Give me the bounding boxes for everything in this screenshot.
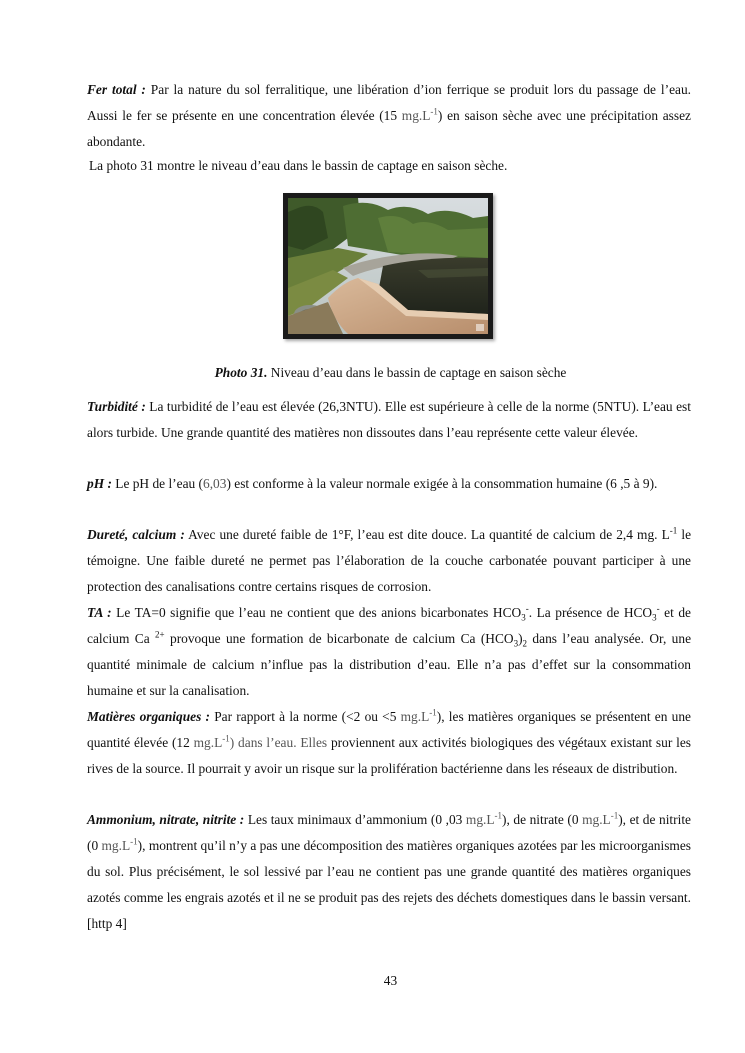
reference-http-4: [http 4] <box>87 916 127 931</box>
ta-text-4: provoque une formation de bicarbonate de calcium Ca (HCO <box>164 631 514 646</box>
matieres-exp-2: -1 <box>222 733 230 744</box>
paragraph-ph <box>87 471 691 497</box>
paragraph-fer-total <box>87 77 691 155</box>
paragraph-photo-intro: La photo 31 montre le niveau d’eau dans le bassin de captage en saison sèche. <box>89 158 508 173</box>
photo-caption <box>0 362 745 384</box>
ph-text-2: ) est conforme à la valeur normale exigée à la consommation humaine (6 ,5 à 9). <box>226 476 658 491</box>
ta-sup-3: 2+ <box>155 629 165 640</box>
ta-sub-2: 3 <box>652 612 657 623</box>
paragraph-turbidite <box>87 394 691 446</box>
ta-text-6: dans l’eau analysée. Or, une quantité minimale de calcium n’influe pas la distribution d’eau. Elle n’a pas d’effet sur la consommation humaine et sur la canalisation. <box>87 631 692 698</box>
durete-exp: -1 <box>669 525 678 536</box>
matieres-text-2: ), les matières organiques se présentent en une quantité élevée (12 <box>87 709 691 750</box>
fer-total-unit: mg.L <box>401 108 431 123</box>
ta-text-1: Le TA=0 signifie que l’eau ne contient que des anions bicarbonates HCO <box>111 605 522 620</box>
ammonium-exp-3: -1 <box>130 836 138 847</box>
photo-basin-icon <box>288 198 488 334</box>
ta-text-2: . La présence de HCO <box>528 605 653 620</box>
matieres-text-3: ) dans l’eau. Elles <box>229 735 328 750</box>
paragraph-ta <box>87 600 691 704</box>
durete-text-2: le témoigne. Une faible dureté ne permet pas l’élaboration de la couche carbonatée pouvant participer à une protection des canalisations contre certains risques de corrosion. <box>87 527 692 594</box>
durete-text-1: Avec une dureté faible de 1°F, l’eau est dite douce. La quantité de calcium de 2,4 mg. L <box>184 527 670 542</box>
matieres-exp-1: -1 <box>429 707 437 718</box>
matieres-text-1: Par rapport à la norme (<2 ou <5 <box>210 709 401 724</box>
ammonium-text-2: ), de nitrate (0 <box>502 812 583 827</box>
paragraph-durete <box>87 522 691 600</box>
ammonium-exp-1: -1 <box>494 810 503 821</box>
fer-total-text-1: Par la nature du sol ferralitique, une libération d’ion ferrique se produit lors du passage de l’eau. Aussi le fer se présente en une concentration élevée (15 <box>87 82 692 123</box>
ta-sub-4: 2 <box>522 638 528 649</box>
caption-text: Niveau d’eau dans le bassin de captage en saison sèche <box>267 365 567 380</box>
paragraph-matieres-organiques <box>87 704 691 782</box>
ta-sub-3: 3 <box>513 638 519 649</box>
term-ph: pH : <box>87 476 112 491</box>
fer-total-text-2: ) en saison sèche avec une précipitation assez abondante. <box>87 108 691 149</box>
term-fer-total: Fer total : <box>87 82 146 97</box>
ph-value: 6,03 <box>203 476 227 491</box>
term-durete: Dureté, calcium : <box>87 527 185 542</box>
ta-sub-1: 3 <box>521 612 526 623</box>
ta-text-5: ) <box>518 631 523 646</box>
ta-sup-2: - <box>656 603 660 614</box>
ammonium-text-4: ), montrent qu’il n’y a pas une décomposition des matières organiques azotées par les microorganismes du sol. Plus précisément, le sol lessivé par l’eau ne contient pas une grande quantité des matières organiques azotés comme les engrais azotés et il ne se produit pas des rejets des déchets domestiques dans le bassin versant. <box>87 838 691 905</box>
term-ammonium: Ammonium, nitrate, nitrite : <box>87 812 245 827</box>
term-turbidite: Turbidité : <box>87 399 146 414</box>
ammonium-unit-3: mg.L <box>101 838 131 853</box>
term-matieres-organiques: Matières organiques : <box>87 709 211 724</box>
page-number: 43 <box>383 973 398 988</box>
ammonium-exp-2: -1 <box>610 810 619 821</box>
matieres-text-4: proviennent aux activités biologiques des végétaux existant sur les rives de la source. Il pourrait y avoir un risque sur la prolifération bactérienne dans les réseaux de distribution. <box>87 735 691 776</box>
caption-label: Photo 31. <box>214 365 268 380</box>
ta-sup-1: - <box>525 603 529 614</box>
ammonium-unit-2: mg.L <box>582 812 611 827</box>
ammonium-unit-1: mg.L <box>465 812 495 827</box>
term-ta: TA : <box>87 605 112 620</box>
fer-total-unit-exp: -1 <box>430 106 438 117</box>
photo-31 <box>283 193 493 339</box>
paragraph-ammonium <box>87 807 691 937</box>
ammonium-text-3: ), et de nitrite (0 <box>87 812 691 853</box>
ammonium-text-1: Les taux minimaux d’ammonium (0 ,03 <box>244 812 466 827</box>
matieres-unit-1: mg.L <box>400 709 430 724</box>
turbidite-text: La turbidité de l’eau est élevée (26,3NTU). Elle est supérieure à celle de la norme (5NTU). L’eau est alors turbide. Une grande quantité des matières non dissoutes dans l’eau représente cette valeur élevée. <box>87 399 691 440</box>
ta-text-3: et de calcium Ca <box>87 605 692 646</box>
ph-text-1: Le pH de l’eau ( <box>111 476 204 491</box>
matieres-unit-2: mg.L <box>193 735 223 750</box>
